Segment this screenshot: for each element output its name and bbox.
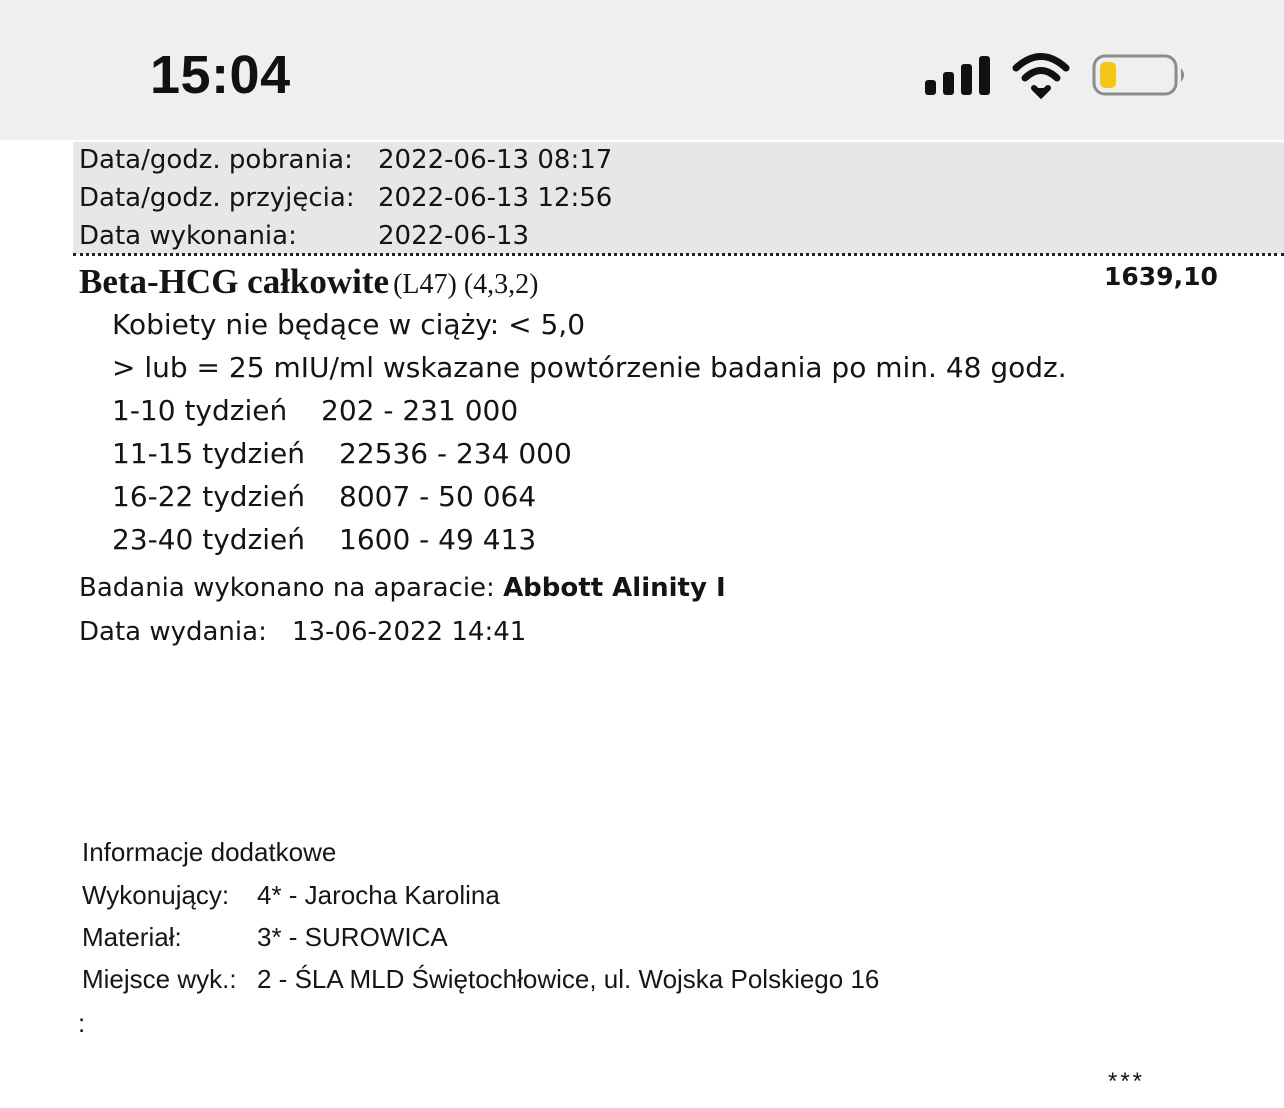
collection-label: Data/godz. pobrania: [79,145,353,175]
execution-row [79,221,530,251]
week-label: 23-40 tydzień [112,523,306,556]
info-row-performer [82,880,500,910]
week-range: 1600 - 49 413 [339,523,537,556]
test-name: Beta-HCG całkowite [79,262,390,301]
collection-value: 2022-06-13 08:17 [378,145,613,175]
cellular-signal-icon [925,56,990,95]
week-range-row [112,394,519,428]
execution-value: 2022-06-13 [378,221,530,251]
battery-icon [1094,56,1184,94]
status-icons [0,0,1284,140]
week-label: 16-22 tydzień [112,480,306,513]
collection-row [79,145,613,175]
info-label: Materiał: [82,922,182,952]
week-range-row [112,437,572,471]
wifi-icon [1016,57,1066,96]
issue-date-value: 13-06-2022 14:41 [292,617,527,647]
collection-info [73,142,1284,254]
device-line [79,572,726,604]
end-marker: *** [1108,1068,1146,1095]
info-row-material [82,922,448,952]
week-label: 1-10 tydzień [112,394,288,427]
week-range-row [112,480,537,514]
issue-date-label: Data wydania: [79,617,267,647]
reception-row [79,183,613,213]
execution-label: Data wykonania: [79,221,297,251]
test-code: (L47) (4,3,2) [393,269,539,300]
info-label: Wykonujący: [82,880,230,910]
info-value: 3* - SUROWICA [257,922,448,952]
info-label: Miejsce wyk.: [82,964,237,994]
status-bar [0,0,1284,140]
reference-line: Kobiety nie będące w ciąży: < 5,0 [112,308,586,341]
reception-label: Data/godz. przyjęcia: [79,183,355,213]
info-value: 4* - Jarocha Karolina [257,880,500,910]
device-value: Abbott Alinity I [503,573,726,603]
status-time: 15:04 [150,45,291,105]
info-row-location [82,964,880,994]
issue-date-line [79,616,527,648]
week-range: 22536 - 234 000 [339,437,572,470]
reference-line: > lub = 25 mIU/ml wskazane powtórzenie badania po min. 48 godz. [112,351,1067,384]
device-label: Badania wykonano na aparacie: [79,573,495,603]
test-heading [79,262,538,302]
info-value: 2 - ŚLA MLD Świętochłowice, ul. Wojska Polskiego 16 [257,964,880,994]
dotted-divider [73,253,1284,256]
week-range: 8007 - 50 064 [339,480,537,513]
week-label: 11-15 tydzień [112,437,306,470]
reception-value: 2022-06-13 12:56 [378,183,613,213]
info-title: Informacje dodatkowe [82,837,337,867]
trailing-colon: : [78,1008,86,1038]
test-result-value: 1639,10 [1104,262,1218,291]
week-range: 202 - 231 000 [321,394,519,427]
week-range-row [112,523,537,557]
